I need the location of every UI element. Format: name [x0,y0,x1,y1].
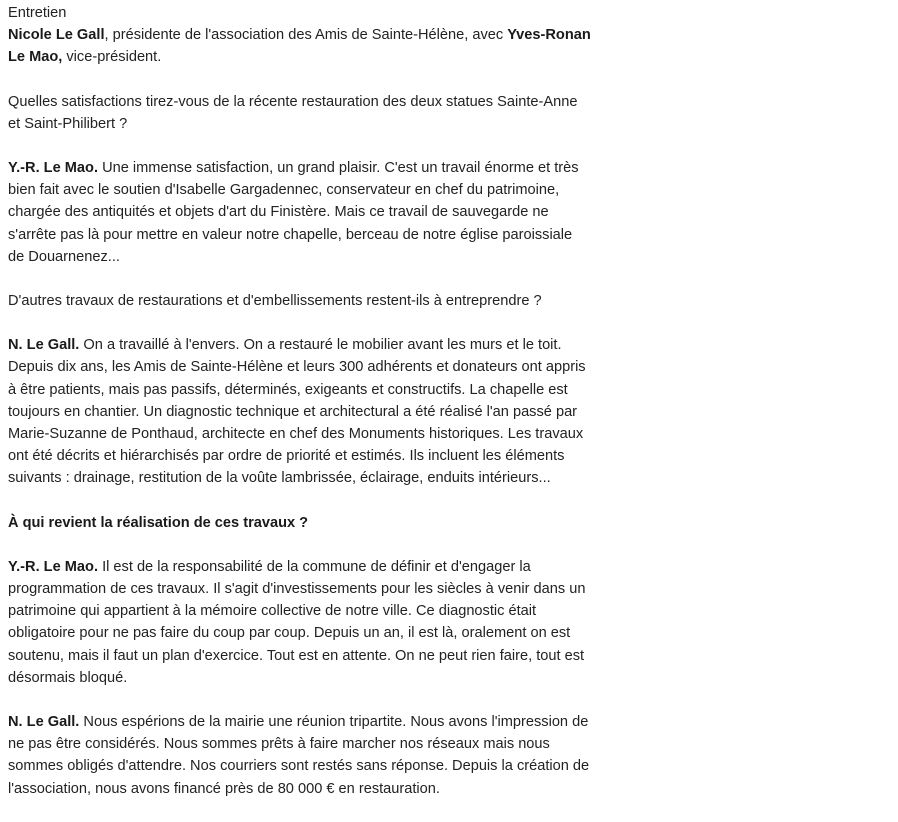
interview-answer [8,556,592,689]
answer-text: Il est de la responsabilité de la commune de définir et d'engager la programmation de ces travaux. Il s'agit d'investissements pour les siècles à venir dans un patrimoine qui appartient à la mémoire collective de notre ville. Ce diagnostic était obligatoire pour ne pas faire du coup par coup. Depuis un an, il est là, oralement on est soutenu, mais il faut un plan d'exercice. Tout est en attente. On ne peut rien faire, tout est désormais bloqué. [8,558,586,686]
article-kicker: Entretien [8,5,67,21]
answer-speaker: Y.-R. Le Mao. [8,160,99,177]
interview-answer [8,157,592,268]
interview-answer [8,711,592,800]
question-text: À qui revient la réalisation de ces travaux ? [8,514,309,531]
answer-speaker: Y.-R. Le Mao. [8,558,99,575]
answer-speaker: N. Le Gall. [8,337,80,354]
interview-question: D'autres travaux de restaurations et d'embellissements restent-ils à entreprendre ? [8,293,542,310]
interview-question-bold [8,512,592,534]
interview-question: Quelles satisfactions tirez-vous de la récente restauration des deux statues Sainte-Anne et Saint-Philibert ? [8,93,578,132]
interviewee-role-vice-president: vice-président. [62,49,162,66]
interviewee-name-vice-president: Yves-Ronan Le Mao, [8,27,591,66]
answer-text: Une immense satisfaction, un grand plaisir. C'est un travail énorme et très bien fait avec le soutien d'Isabelle Gargadennec, conservateur en chef du patrimoine, chargée des antiquités et objets d'art du Finistère. Mais ce travail de sauvegarde ne s'arrête pas là pour mettre en valeur notre chapelle, berceau de notre église paroissiale de Douarnenez... [8,160,579,265]
article-intro [8,2,592,69]
answer-text: Nous espérions de la mairie une réunion tripartite. Nous avons l'impression de ne pas être considérés. Nous sommes prêts à faire marcher nos réseaux mais nous sommes obligés d'attendre. Nos courriers sont restés sans réponse. Depuis la création de l'association, nous avons financé près de 80 000 € en restauration. [8,714,590,797]
interviewee-role-president: , présidente de l'association des Amis de Sainte-Hélène, avec [104,27,508,44]
answer-speaker: N. Le Gall. [8,714,80,731]
interviewee-name-president: Nicole Le Gall [8,27,105,44]
answer-text: On a travaillé à l'envers. On a restauré le mobilier avant les murs et le toit. Depuis dix ans, les Amis de Sainte-Hélène et leurs 300 adhérents et donateurs ont appris à être patients, mais pas passifs, déterminés, exigeants et constructifs. La chapelle est toujours en chantier. Un diagnostic technique et architectural a été réalisé l'an passé par Marie-Suzanne de Ponthaud, architecte en chef des Monuments historiques. Les travaux ont été décrits et hiérarchisés par ordre de priorité et estimés. Ils incluent les éléments suivants : drainage, restitution de la voûte lambrissée, éclairage, enduits intérieurs... [8,337,586,487]
article-body [8,2,592,822]
interview-answer [8,334,592,489]
